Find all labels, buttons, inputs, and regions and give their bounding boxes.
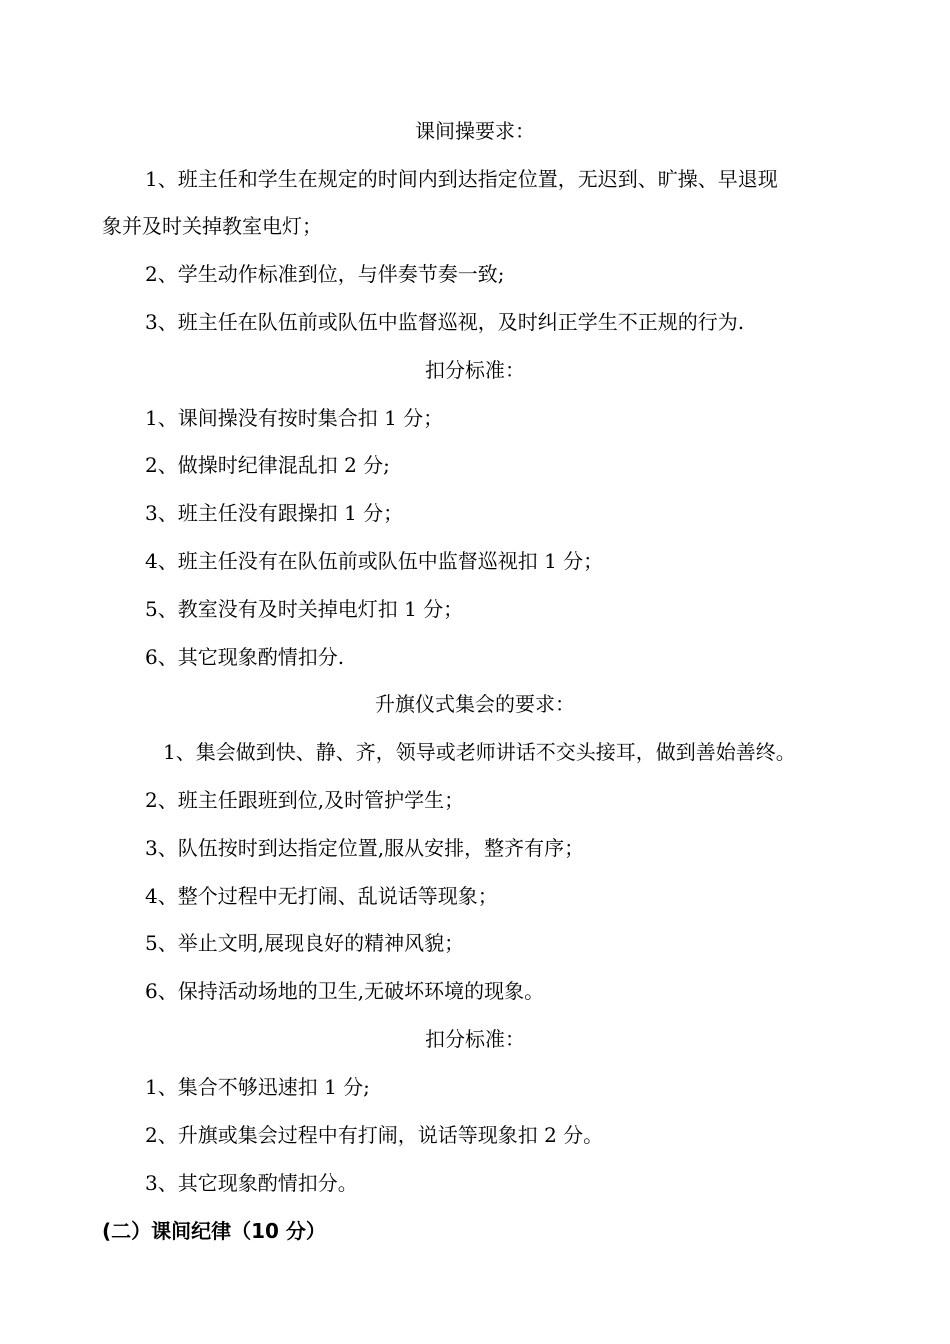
list-item: 象并及时关掉教室电灯；	[102, 214, 322, 238]
list-item: 3、班主任没有跟操扣 1 分；	[145, 501, 404, 525]
section-title-flag-ceremony: 升旗仪式集会的要求：	[375, 692, 575, 716]
list-item: 1、课间操没有按时集合扣 1 分；	[145, 406, 444, 430]
list-item: 1、集会做到快、静、齐，领导或老师讲话不交头接耳，做到善始善终。	[163, 740, 796, 764]
list-item: 3、队伍按时到达指定位置,服从安排，整齐有序；	[145, 836, 585, 860]
list-item: 3、班主任在队伍前或队伍中监督巡视，及时纠正学生不正规的行为.	[145, 310, 745, 334]
list-item: 2、班主任跟班到位,及时管护学生；	[145, 788, 465, 812]
list-item: 3、其它现象酌情扣分。	[145, 1171, 358, 1195]
section-title-exercise-requirements: 课间操要求：	[415, 119, 535, 143]
list-item: 2、学生动作标准到位，与伴奏节奏一致;	[145, 262, 505, 286]
list-item: 2、升旗或集会过程中有打闹，说话等现象扣 2 分。	[145, 1123, 604, 1147]
list-item: 6、其它现象酌情扣分.	[145, 645, 345, 669]
list-item: 5、教室没有及时关掉电灯扣 1 分；	[145, 597, 464, 621]
list-item: 4、整个过程中无打闹、乱说话等现象；	[145, 884, 498, 908]
section-title-deduction-standards: 扣分标准：	[425, 358, 525, 382]
section-title-deduction-standards-2: 扣分标准：	[425, 1027, 525, 1051]
list-item: 1、班主任和学生在规定的时间内到达指定位置，无迟到、旷操、早退现	[145, 167, 778, 191]
list-item: 2、做操时纪律混乱扣 2 分;	[145, 453, 390, 477]
list-item: 5、举止文明,展现良好的精神风貌；	[145, 931, 465, 955]
list-item: 6、保持活动场地的卫生,无破坏环境的现象。	[145, 979, 545, 1003]
list-item: 4、班主任没有在队伍前或队伍中监督巡视扣 1 分；	[145, 549, 604, 573]
section-heading-class-discipline: (二）课间纪律（10 分）	[102, 1219, 326, 1243]
list-item: 1、集合不够迅速扣 1 分;	[145, 1075, 370, 1099]
